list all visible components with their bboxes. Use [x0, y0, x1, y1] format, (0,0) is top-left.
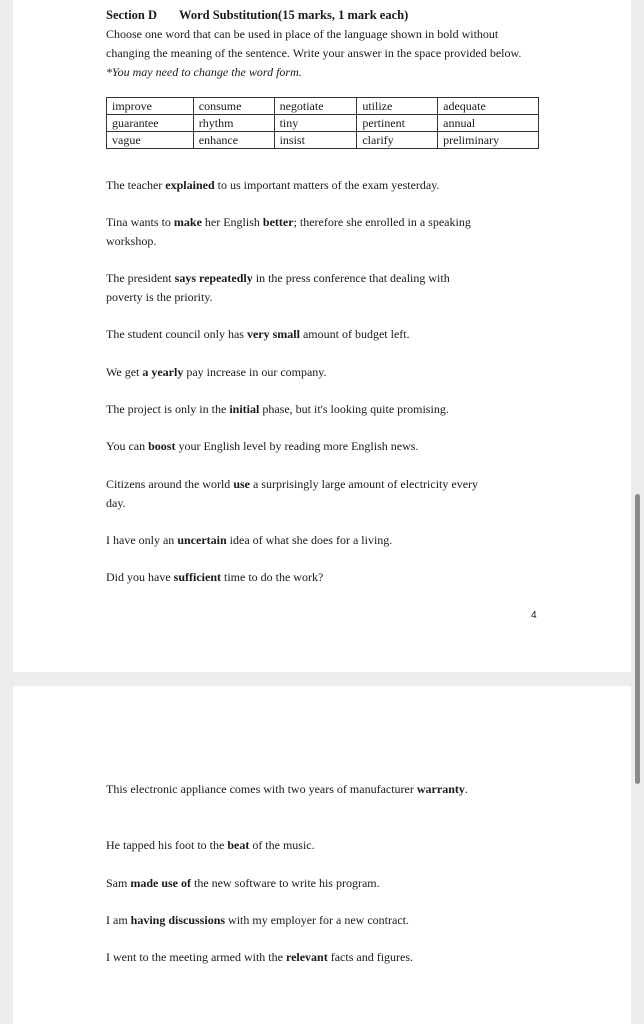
word-bank-cell: adequate	[438, 98, 539, 115]
instructions-text: Choose one word that can be used in place of the language shown in bold without changing the meaning of the sentence. Write your answer in the space provided below.	[106, 27, 522, 60]
section-label: Section D	[106, 8, 158, 22]
word-bank-cell: guarantee	[107, 115, 194, 132]
word-bank-cell: rhythm	[193, 115, 274, 132]
section-title: Word Substitution(15 marks, 1 mark each)	[179, 8, 409, 22]
word-bank-cell: consume	[193, 98, 274, 115]
word-bank-cell: negotiate	[274, 98, 357, 115]
question-6: The project is only in the initial phase, but it's looking quite promising.	[106, 402, 449, 416]
word-bank-cell: annual	[438, 115, 539, 132]
word-bank-cell: improve	[107, 98, 194, 115]
question-1: The teacher explained to us important matters of the exam yesterday.	[106, 178, 440, 192]
word-bank-cell: preliminary	[438, 132, 539, 149]
word-bank-cell: insist	[274, 132, 357, 149]
instructions	[106, 25, 526, 82]
instructions-note: *You may need to change the word form.	[106, 65, 302, 79]
question-8: Citizens around the world use a surprisingly large amount of electricity every day.	[106, 477, 479, 510]
question-9: I have only an uncertain idea of what she does for a living.	[106, 533, 393, 547]
word-bank-cell: clarify	[357, 132, 438, 149]
word-bank-cell: enhance	[193, 132, 274, 149]
page-number: 4	[531, 610, 537, 621]
question-4: The student council only has very small amount of budget left.	[106, 327, 410, 341]
word-bank-cell: pertinent	[357, 115, 438, 132]
question-2: Tina wants to make her English better; therefore she enrolled in a speaking workshop.	[106, 215, 471, 248]
vertical-scrollbar[interactable]	[635, 494, 640, 784]
word-bank-cell: tiny	[274, 115, 357, 132]
word-bank-row	[107, 98, 539, 115]
section-heading	[106, 8, 408, 23]
question-5: We get a yearly pay increase in our company.	[106, 365, 327, 379]
document-page-1	[13, 0, 631, 672]
document-page-2	[13, 686, 631, 1024]
question-13: Sam made use of the new software to write his program.	[106, 876, 380, 890]
question-12: He tapped his foot to the beat of the music.	[106, 838, 315, 852]
question-14: I am having discussions with my employer for a new contract.	[106, 913, 409, 927]
word-bank-row	[107, 115, 539, 132]
question-15: I went to the meeting armed with the relevant facts and figures.	[106, 950, 414, 964]
question-7: You can boost your English level by reading more English news.	[106, 439, 419, 453]
question-10: Did you have sufficient time to do the work?	[106, 570, 324, 584]
word-bank-row	[107, 132, 539, 149]
word-bank-cell: utilize	[357, 98, 438, 115]
question-3: The president says repeatedly in the press conference that dealing with poverty is the priority.	[106, 271, 450, 304]
word-bank-table	[106, 97, 539, 149]
word-bank-cell: vague	[107, 132, 194, 149]
question-11: This electronic appliance comes with two years of manufacturer warranty.	[106, 782, 468, 796]
